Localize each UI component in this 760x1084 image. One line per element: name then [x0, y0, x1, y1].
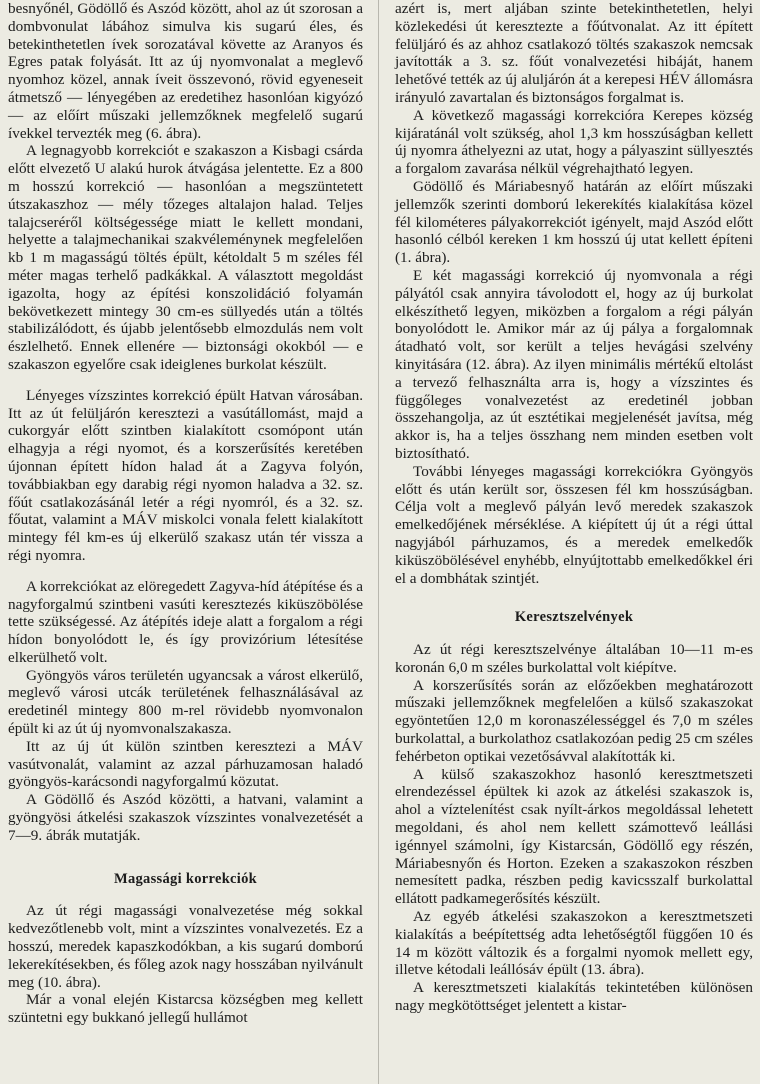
- section-heading: Magassági korrekciók: [113, 870, 258, 887]
- paragraph: Az út régi magassági vonalvezetése még sokkal kedvezőtlenebb volt, mint a vízszintes vonalvezetés. Ez a hosszú, meredek kapaszkodókban, a kis sugarú domború lekerekítésekben, és főleg azok nagy hosszában nyilvánult meg (10. ábra).: [8, 902, 363, 991]
- paragraph: A következő magassági korrekcióra Kerepes község kijáratánál volt szükség, ahol 1,3 km hosszúságban kellett új nyomra áthelyezni az utat, hogy a pályaszint süllyesztés a forgalom zavarása nélkül végrehajtható legyen.: [395, 106, 753, 178]
- paragraph: E két magassági korrekció új nyomvonala a régi pályától csak annyira távolodott el, hogy az új burkolat elkészíthető legyen, miközben a forgalom a régi pályán bonyolódott le. Amikor már az új pálya a forgalomnak átadható volt, sor került a teljes hevágási szelvény kinyitására (12. ábra). Az ilyen minimális mértékű eltolást a tervező felhasználta arra is, hogy a vízszintes és függőleges vonalvezetést az eredetinél jobban összehangolja, az út esztétikai megjelenését javítsa, még akkor is, ha a teljes összhang nem minden esetben volt biztosítható.: [395, 266, 753, 462]
- paragraph: Gyöngyös város területén ugyancsak a várost elkerülő, meglevő városi utcák területének felhasználásával az eredetinél mintegy 800 m-rel rövidebb nyomvonalon épült ki az út új nyomvonalszakasza.: [8, 666, 363, 738]
- paragraph: További lényeges magassági korrekciókra Gyöngyös előtt és után került sor, összesen fél km hosszúságban. Célja volt a meglevő pályán levő meredek szakaszok emelkedőjének mérséklése. A kiépített új út a régi úttal nagyjából párhuzamos, és a meredek emelkedők kiküszöbölésével enyhébb, elnyújtottabb emelkedőkkel éri el a dombhátak szintjét.: [395, 462, 753, 587]
- paragraph: Lényeges vízszintes korrekció épült Hatvan városában. Itt az út felüljárón keresztezi a vasútállomást, majd a cukorgyár előtt szintben kialakított csomópont után elhagyja a régi nyomot, és a korszerűsítés keretében újonnan épített hídon halad át a Zagyva folyón, továbbiakban egy darabig régi nyomon haladva a 32. sz. főút csatlakozásánál letér a régi nyomról, és a 32. sz. főutat, valamint a MÁV miskolci vonala felett kialakított mintegy fél km-es új elkerülő szakasz után tér vissza a régi nyomra.: [8, 386, 363, 564]
- paragraph: A legnagyobb korrekciót e szakaszon a Kisbagi csárda előtt elvezető U alakú hurok átvágása jelentette. Ez a 800 m hosszú korrekció — hasonlóan a megszüntetett útszakaszhoz — mély tőzeges altalajon halad. Teljes talajcseréről költségessége miatt le kellett mondani, helyette a talajmechanikai szakvéleménynek megfelelően kb 1 m magasságú töltés épült, kétoldalt 5 m széles fél méter magas terhelő padkákkal. A választott megoldást igazolta, hogy az építési konszolidáció folyamán bekövetkezett mintegy 30 cm-es süllyedés után a töltés stabilizálódott, és újabb jelentősebb elmozdulás nem volt észlelhető. Ennek ellenére — biztonsági okokból — e szakaszon egyelőre csak ideiglenes burkolat készült.: [8, 142, 363, 373]
- paragraph: A külső szakaszokhoz hasonló keresztmetszeti elrendezéssel épültek ki azok az átkelési szakaszok is, ahol a víztelenítést csak nyílt-árkos megoldással lehetett megoldani, és ahol nem kellett számottevő leállási igénnyel számolni, így Kistarcsán, Gödöllő egy részén, Máriabesnyőn és Horton. Ezeken a szakaszokon részben nemesített padka, részben pedig kavicsszalf burkolattal ellátott padkamegerősítés készült.: [395, 765, 753, 908]
- section-heading: Keresztszelvények: [514, 609, 634, 626]
- paragraph: Az egyéb átkelési szakaszokon a keresztmetszeti kialakítás a beépítettség adta lehetőségtől függően 10 és 14 m között változik és a forgalmi nyomok mellett egy, illetve kétodali leállósáv épült (13. ábra).: [395, 908, 753, 979]
- paragraph: A korrekciókat az elöregedett Zagyva-híd átépítése és a nagyforgalmú szintbeni vasúti keresztezés kiküszöbölése tette szükségessé. Az átépítés ideje alatt a forgalom a régi hídon bonyolódott le, és így provizórium létesítése elkerülhető volt.: [8, 577, 363, 666]
- paragraph: Az út régi keresztszelvénye általában 10—11 m-es koronán 6,0 m széles burkolattal volt kiépítve.: [395, 641, 753, 676]
- paragraph: A korszerűsítés során az előzőekben meghatározott műszaki jellemzőknek megfelelően a külső szakaszokat egyöntetűen 12,0 m koronaszélességgel és 7,0 m széles burkolattal, a burkolathoz csatlakozóan pedig 25 cm széles fehérbeton optikai vezetősávval alakították ki.: [395, 676, 753, 765]
- paragraph: A keresztmetszeti kialakítás tekintetében különösen nagy megkötöttséget jelentett a kistar-: [395, 979, 753, 1015]
- paragraph: besnyőnél, Gödöllő és Aszód között, ahol az út szorosan a dombvonulat lábához simulva kis sugarú éles, és betekinthetetlen ívek sorozatával követte az Aranyos és Egres patak folyását. Itt az új nyomvonalat a meglevő nyomhoz közel, annak íveit összevonó, rövid egyeneseit átmetsző — lényegében az eredetihez hasonlóan kigyózó — az előírt műszaki jellemzőknek megfelelő sugarú ívekkel tervezték meg (6. ábra).: [8, 0, 363, 142]
- paragraph: Itt az új út külön szintben keresztezi a MÁV vasútvonalát, valamint az azzal párhuzamosan haladó gyöngyös-karácsondi nagyforgalmú közutat.: [8, 737, 363, 791]
- paragraph: Gödöllő és Máriabesnyő határán az előírt műszaki jellemzők szerinti domború lekerekítés kialakítása közel fél kilométeres pályakorrekciót igényelt, majd Aszód előtt hasonló célból kereken 1 km hosszú új utat kellett építeni (1. ábra).: [395, 177, 753, 267]
- column-divider: [378, 0, 379, 1084]
- left-column: [8, 0, 363, 1027]
- paragraph: A Gödöllő és Aszód közötti, a hatvani, valamint a gyöngyösi átkelési szakaszok vízszintes vonalvezetését a 7—9. ábrák mutatják.: [8, 791, 363, 844]
- paragraph: azért is, mert aljában szinte betekinthetetlen, helyi közlekedési út keresztezte a főútvonalat. Az itt épített felüljáró és az ahhoz csatlakozó töltés szakaszok nemcsak javították a 3. sz. főút vonalvezetési hibáját, hanem lehetővé tették az új aluljárón át a kerepesi HÉV állomásra irányuló zavartalan és biztonságos forgalmat is.: [395, 0, 753, 106]
- right-column: [395, 0, 753, 1015]
- paragraph: Már a vonal elején Kistarcsa községben meg kellett szüntetni egy bukkanó jellegű hullámot: [8, 991, 363, 1027]
